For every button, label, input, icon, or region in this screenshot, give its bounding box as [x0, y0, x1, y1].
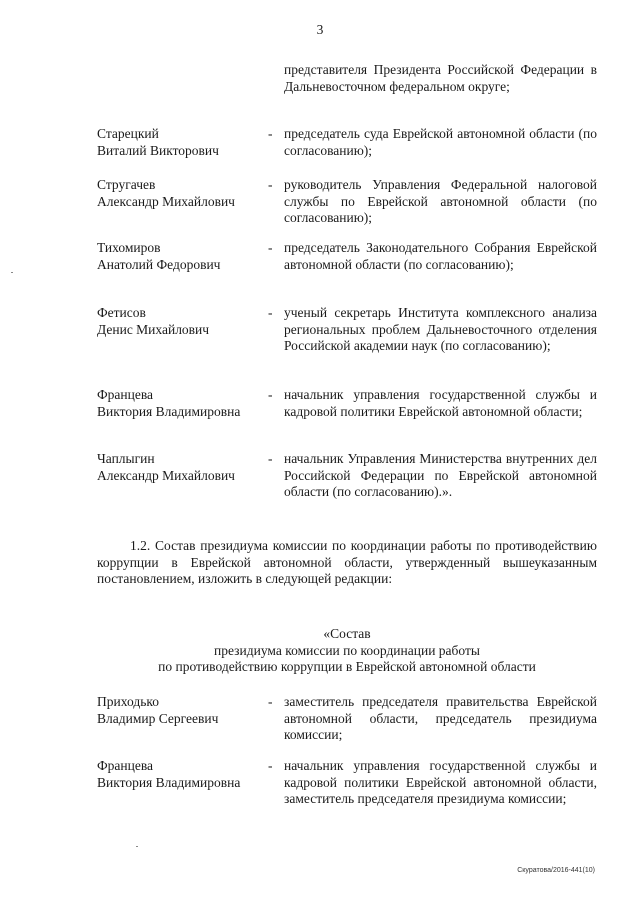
member-description: ученый секретарь Института комплексного анализа региональных проблем Дальневосточного отделения Российской академии наук (по согласованию); [284, 305, 597, 353]
member-surname: Приходько [97, 694, 159, 709]
member-surname: Старецкий [97, 126, 159, 141]
member-name [97, 126, 267, 159]
member-dash: - [268, 451, 273, 466]
member-name [97, 758, 267, 791]
member-given-names: Анатолий Федорович [97, 256, 221, 272]
member-description: начальник управления государственной службы и кадровой политики Еврейской автономной области, заместитель председателя президиума комиссии; [284, 758, 597, 806]
scan-speck [136, 846, 138, 847]
member-given-names: Александр Михайлович [97, 467, 235, 483]
member-given-names: Владимир Сергеевич [97, 710, 219, 726]
member-dash: - [268, 694, 273, 709]
member-given-names: Виктория Владимировна [97, 774, 241, 790]
heading-line: «Состав [323, 626, 371, 641]
member-dash: - [268, 240, 273, 255]
member-description: председатель суда Еврейской автономной области (по согласованию); [284, 126, 597, 158]
member-given-names: Виталий Викторович [97, 142, 219, 158]
member-given-names: Александр Михайлович [97, 193, 235, 209]
member-name [97, 305, 267, 338]
member-dash: - [268, 126, 273, 141]
member-surname: Чаплыгин [97, 451, 155, 466]
member-dash: - [268, 387, 273, 402]
document-footer-code: Скуратова/2016-441(10) [517, 867, 595, 874]
continuation-text: представителя Президента Российской Федерации в Дальневосточном федеральном округе; [284, 62, 597, 94]
member-description: заместитель председателя правительства Еврейской автономной области, председатель президиума комиссии; [284, 694, 597, 742]
member-surname: Стругачев [97, 177, 156, 192]
member-description: начальник Управления Министерства внутренних дел Российской Федерации по Еврейской автономной области (по согласованию).». [284, 451, 597, 499]
member-name [97, 451, 267, 484]
amendment-paragraph: 1.2. Состав президиума комиссии по координации работы по противодействию коррупции в Еврейской автономной области, утвержденный вышеуказанным постановлением, изложить в следующей редакции: [97, 538, 597, 586]
member-dash: - [268, 177, 273, 192]
member-surname: Тихомиров [97, 240, 161, 255]
member-name [97, 387, 267, 420]
scan-speck [11, 272, 13, 273]
heading-line: по противодействию коррупции в Еврейской автономной области [158, 659, 536, 674]
member-name [97, 177, 267, 210]
member-given-names: Виктория Владимировна [97, 403, 241, 419]
member-description: председатель Законодательного Собрания Еврейской автономной области (по согласованию); [284, 240, 597, 272]
member-description: начальник управления государственной службы и кадровой политики Еврейской автономной области; [284, 387, 597, 419]
presidium-heading [97, 626, 597, 676]
member-name [97, 694, 267, 727]
member-surname: Францева [97, 387, 154, 402]
member-given-names: Денис Михайлович [97, 321, 210, 337]
heading-line: президиума комиссии по координации работы [214, 642, 480, 658]
member-dash: - [268, 758, 273, 773]
member-name [97, 240, 267, 273]
member-description: руководитель Управления Федеральной налоговой службы по Еврейской автономной области (по согласованию); [284, 177, 597, 225]
member-dash: - [268, 305, 273, 320]
member-surname: Францева [97, 758, 154, 773]
page-number: 3 [316, 22, 324, 37]
member-surname: Фетисов [97, 305, 146, 320]
